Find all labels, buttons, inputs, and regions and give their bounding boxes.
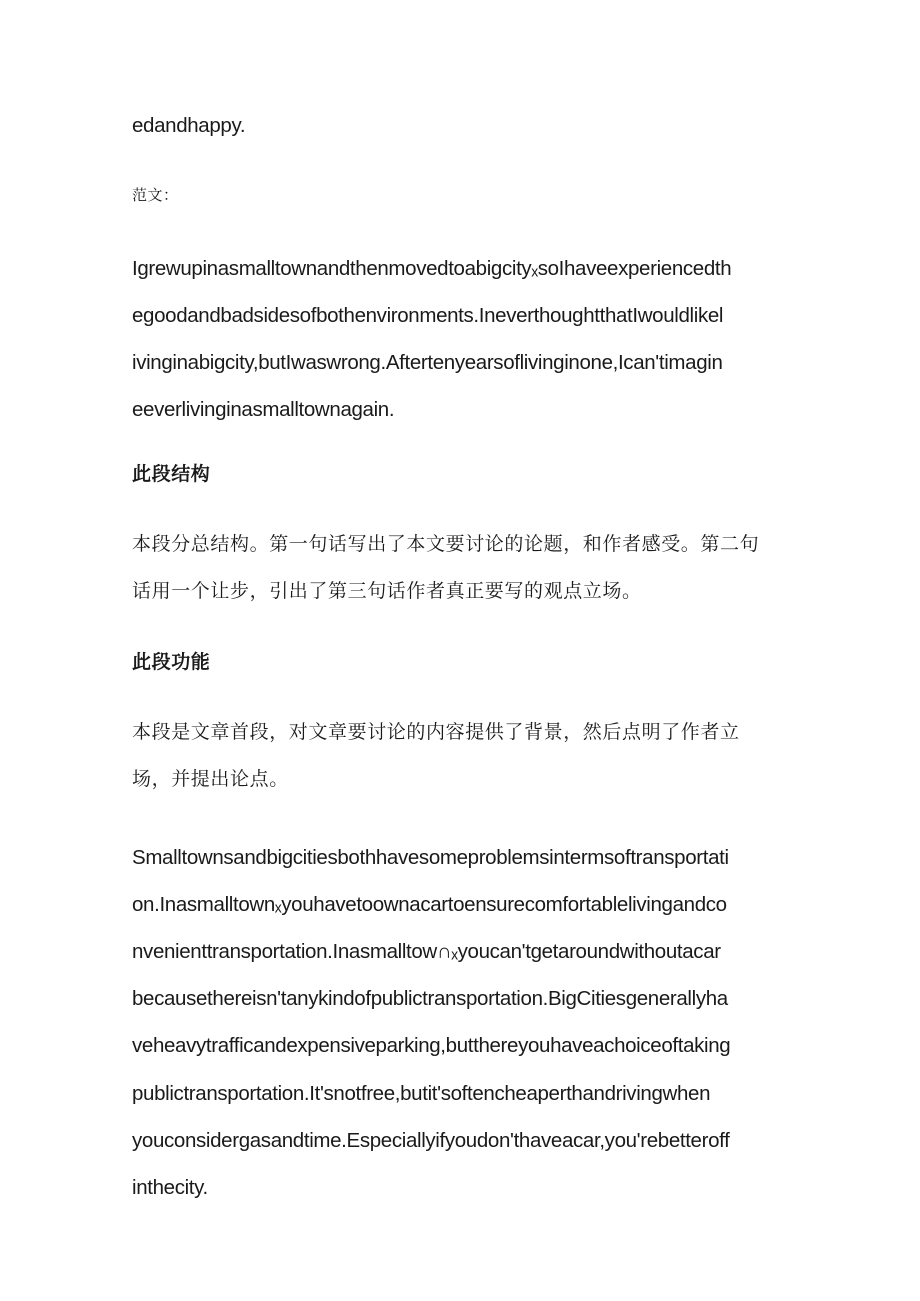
paragraph-line: becausethereisn'tanykindofpublictransportation.BigCitiesgenerallyha (132, 987, 728, 1010)
paragraph-line: 本段分总结构。第一句话写出了本文要讨论的论题，和作者感受。第二句 (132, 534, 760, 555)
sample-label: 范文： (132, 187, 179, 204)
paragraph-line: on.Inasmalltownₓyouhavetoownacartoensurecomfortablelivingandco (132, 893, 727, 916)
function-heading: 此段功能 (132, 652, 211, 673)
paragraph-line: 话用一个让步，引出了第三句话作者真正要写的观点立场。 (132, 581, 642, 602)
paragraph-line: Smalltownsandbigcitiesbothhavesomeproblemsintermsoftransportati (132, 846, 729, 869)
paragraph-line: inthecity. (132, 1176, 208, 1199)
paragraph-line: 本段是文章首段，对文章要讨论的内容提供了背景，然后点明了作者立 (132, 722, 740, 743)
top-fragment-text: edandhappy. (132, 114, 246, 137)
paragraph-line: 场，并提出论点。 (132, 769, 289, 790)
paragraph-line: youconsidergasandtime.Especiallyifyoudon'thaveacar,you'rebetteroff (132, 1129, 730, 1152)
paragraph-line: ivinginabigcity,butIwaswrong.Aftertenyearsoflivinginone,Ican'timagin (132, 351, 723, 374)
paragraph-line: eeverlivinginasmalltownagain. (132, 398, 395, 421)
paragraph-line: egoodandbadsidesofbothenvironments.IneverthoughtthatIwouldlikel (132, 304, 724, 327)
paragraph-line: IgrewupinasmalltownandthenmovedtoabigcityₓsoIhaveexperiencedth (132, 257, 732, 280)
paragraph-line: publictransportation.It'snotfree,butit'softencheaperthandrivingwhen (132, 1082, 711, 1105)
structure-heading: 此段结构 (132, 464, 211, 485)
paragraph-line: veheavytrafficandexpensiveparking,butthereyouhaveachoiceoftaking (132, 1034, 731, 1057)
paragraph-line: nvenienttransportation.Inasmalltow∩ₓyoucan'tgetaroundwithoutacar (132, 940, 721, 963)
